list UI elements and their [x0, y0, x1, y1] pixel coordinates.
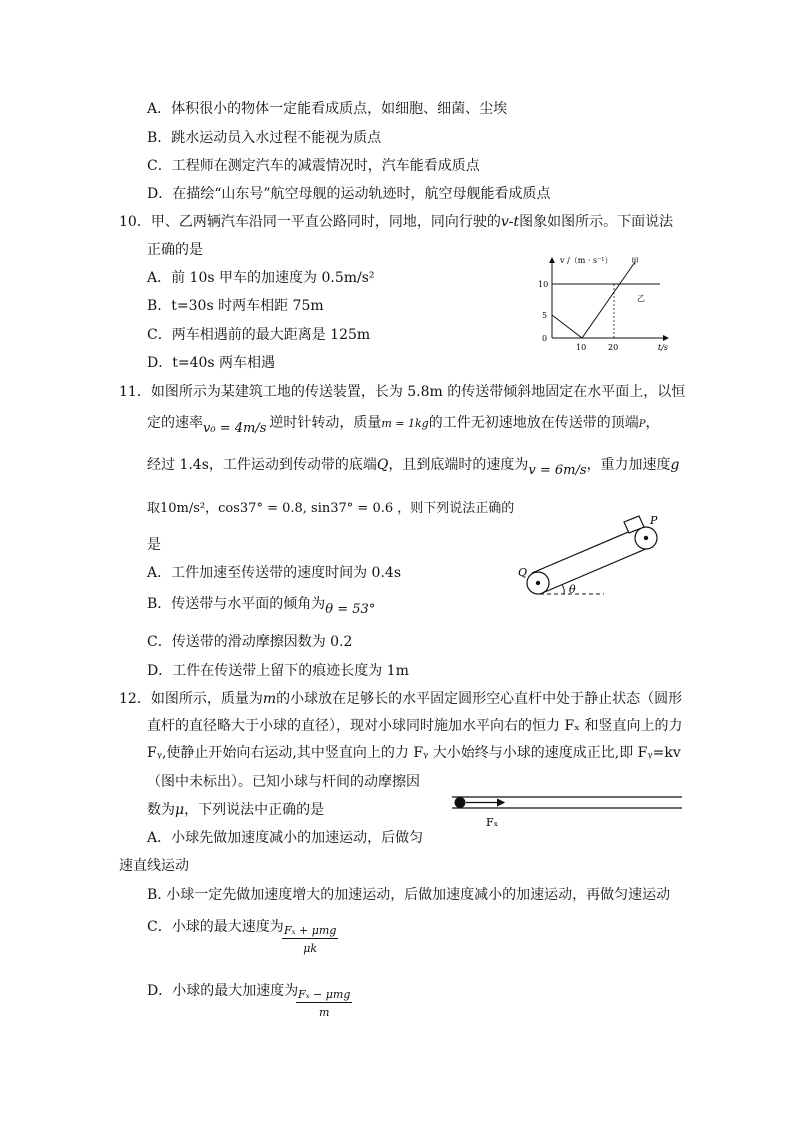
q12-stem1-text-b: 的小球放在足够长的水平固定圆形空心直杆中处于静止状态（圆形: [276, 691, 683, 707]
q11-option-b-text: B．传送带与水平面的倾角为: [147, 596, 326, 612]
top-pulley-axle: [644, 536, 648, 540]
q12-stem-line2: 直杆的直径略大于小球的直径），现对小球同时施加水平向右的恒力 Fₓ 和竖直向上的力: [147, 718, 683, 734]
q-label: Q: [518, 566, 528, 579]
q11-final-velocity: v = 6m/s: [528, 463, 587, 478]
q10-stem-text: 10．甲、乙两辆汽车沿同一平直公路同时，同地，同向行驶的: [119, 214, 501, 230]
force-label: Fₓ: [486, 816, 499, 829]
q12-max-velocity-fraction: [282, 924, 338, 955]
q11-stem2-text-d: ，: [645, 415, 660, 431]
q11-stem-line3: [147, 456, 680, 478]
q12-stem5-text-b: ，下列说法中正确的是: [184, 802, 325, 818]
q11-stem3-text-b: ，且到底端时的速度为: [388, 457, 529, 473]
q11-option-c: C．传送带的滑动摩擦因数为 0.2: [147, 634, 353, 650]
q12-mu-symbol: μ: [175, 802, 185, 818]
origin-label: 0: [542, 334, 548, 343]
q11-mass-value: m = 1kg: [381, 417, 429, 430]
theta-label: θ: [569, 583, 576, 596]
q11-option-d: D．工件在传送带上留下的痕迹长度为 1m: [147, 663, 409, 679]
jia-line: [552, 262, 635, 338]
q11-stem2-text-b: 逆时针转动，质量: [269, 415, 382, 431]
q11-theta-value: θ = 53°: [325, 602, 376, 617]
p-label: P: [650, 514, 658, 527]
q12-max-acceleration-fraction: [296, 988, 352, 1019]
q12-rod-figure: [448, 790, 688, 832]
belt-bottom-edge: [540, 548, 648, 594]
angle-arc: [562, 585, 564, 594]
q11-stem-line1: 11．如图所示为某建筑工地的传送装置，长为 5.8m 的传送带倾斜地固定在水平面上，以恒: [119, 384, 686, 400]
y-tick-10: 10: [538, 280, 549, 289]
q12-option-d: D．小球的最大加速度为: [147, 983, 299, 999]
q12-mass-symbol: m: [262, 691, 277, 707]
yi-label: 乙: [637, 294, 645, 303]
x-tick-20: 20: [608, 343, 619, 352]
belt-top-edge: [532, 527, 640, 573]
q11-stem-line2: [147, 414, 659, 434]
q12-d-numerator: Fₓ − μmg: [298, 988, 351, 1001]
q9-option-a: A．体积很小的物体一定能看成质点，如细胞、细菌、尘埃: [147, 101, 508, 117]
y-tick-5: 5: [542, 311, 548, 320]
q11-stem2-text-c: 的工件无初速地放在传送带的顶端: [428, 415, 639, 431]
q11-v0-value: v₀ = 4m/s: [203, 421, 267, 436]
q12-stem5-text-a: 数为: [147, 802, 175, 818]
q11-option-a: A．工件加速至传送带的速度时间为 0.4s: [147, 565, 402, 581]
jia-label: 甲: [631, 257, 639, 266]
q11-stem3-text-a: 经过 1.4s，工件运动到传动带的底端: [147, 457, 377, 473]
q12-stem-line3: Fᵧ,使静止开始向右运动,其中竖直向上的力 Fᵧ 大小始终与小球的速度成正比,即 Fᵧ=kv: [147, 745, 681, 761]
q11-option-b: [147, 595, 376, 617]
q12-stem-line4: （图中未标出）。已知小球与杆间的动摩擦因: [147, 774, 420, 790]
q10-stem-tail: 图象如图所示。下面说法: [519, 214, 674, 230]
q12-option-a-line1: A．小球先做加速度减小的加速运动，后做匀: [147, 830, 424, 846]
q9-option-c: C．工程师在测定汽车的减震情况时，汽车能看成质点: [147, 158, 480, 174]
q11-stem2-text-a: 定的速率: [147, 415, 203, 431]
q12-c-numerator: Fₓ + μmg: [284, 924, 337, 937]
q10-option-b: B．t=30s 时两车相距 75m: [147, 298, 324, 314]
q12-stem1-text-a: 12．如图所示，质量为: [119, 691, 263, 707]
q10-option-a: A．前 10s 甲车的加速度为 0.5m/s²: [147, 270, 375, 286]
q9-option-d: D．在描绘“山东号”航空母舰的运动轨迹时，航空母舰能看成质点: [147, 186, 551, 202]
q11-stem-line5: 是: [147, 537, 161, 553]
q10-option-d: D．t=40s 两车相遇: [147, 355, 276, 371]
q12-option-c: C．小球的最大速度为: [147, 919, 284, 935]
q12-d-denominator: m: [318, 1006, 330, 1019]
q12-stem-line5: [147, 801, 324, 819]
q11-stem-line4: 取10m/s²，cos37° = 0.8, sin37° = 0.6 ，则下列说法正确的: [147, 501, 515, 516]
q12-option-a-line2: 速直线运动: [119, 858, 189, 874]
x-axis-label: t/s: [658, 343, 669, 352]
x-tick-10: 10: [576, 343, 587, 352]
q12-option-b: B. 小球一定先做加速度增大的加速运动，后做加速度减小的加速运动，再做匀速运动: [147, 887, 671, 903]
q10-vt-symbol: v-t: [500, 214, 520, 230]
q11-stem3-text-c: ，重力加速度: [586, 457, 671, 473]
q11-point-q: Q: [376, 457, 389, 473]
y-axis-label: v /（m · s⁻¹）: [560, 256, 613, 265]
ball: [455, 797, 466, 808]
q11-g-symbol: g: [670, 457, 680, 473]
q12-c-denominator: μk: [303, 942, 318, 955]
q10-stem-line2: 正确的是: [147, 242, 203, 258]
q11-point-p: P: [638, 419, 646, 430]
q11-conveyor-figure: [512, 505, 672, 605]
q10-vt-graph: [530, 250, 680, 355]
q9-option-b: B．跳水运动员入水过程不能视为质点: [147, 130, 382, 146]
q10-stem-line1: [119, 213, 673, 231]
bottom-pulley-axle: [536, 581, 540, 585]
q12-stem-line1: [119, 690, 682, 708]
q10-option-c: C．两车相遇前的最大距离是 125m: [147, 327, 371, 343]
